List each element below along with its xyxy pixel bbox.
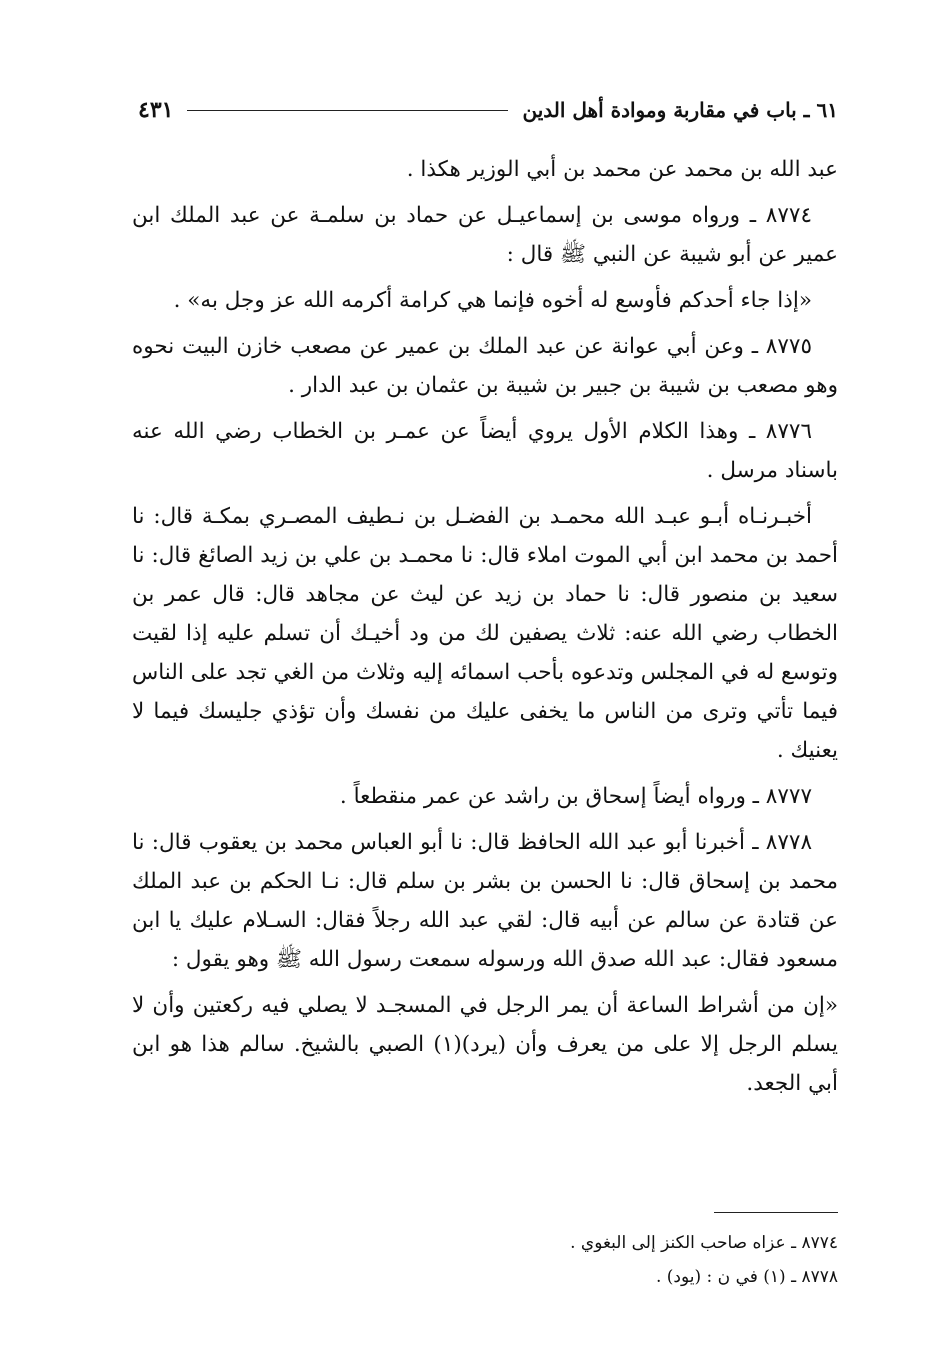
paragraph-8778: ٨٧٧٨ ـ أخبرنا أبو عبد الله الحافظ قال: نا أبو العباس محمد بن يعقوب قال: نا محمد بن إسحاق قال: نا الحسن بن بشر بن سلم قال: نـا الحكم بن عبد الملك عن قتادة عن سالم عن أبيه قال: لقي عبد الله رجلاً فقال: السـلام عليك يا ابن مسعود فقال: عبد الله صدق الله ورسوله سمعت رسول الله ﷺ وهو يقول :: [132, 830, 838, 972]
chapter-title: ٦١ ـ باب في مقاربة وموادة أهل الدين: [522, 98, 838, 122]
header-rule: [187, 110, 508, 111]
paragraph-continuation: عبد الله بن محمد عن محمد بن أبي الوزير هكذا .: [406, 157, 838, 182]
paragraph-8774: ٨٧٧٤ ـ ورواه موسى بن إسماعيـل عن حماد بن سلمـة عن عبد الملك ابن عمير عن أبو شيبة عن النبي ﷺ قال :: [132, 203, 838, 267]
hadith-quote-8778: «إن من أشراط الساعة أن يمر الرجل في المسجـد لا يصلي فيه ركعتين وأن لا يسلم الرجل إلا على من يعرف وأن (يرد)(١) الصبي بالشيخ. سالم هذا هو ابن أبي الجعد.: [132, 993, 838, 1096]
main-text: [132, 150, 838, 1110]
paragraph-8776: ٨٧٧٦ ـ وهذا الكلام الأول يروي أيضاً عن عمـر بن الخطاب رضي الله عنه باسناد مرسل .: [132, 419, 838, 483]
running-header: [138, 94, 838, 126]
hadith-quote-8774: «إذا جاء أحدكم فأوسع له أخوه فإنما هي كرامة أكرمه الله عز وجل به» .: [173, 288, 812, 313]
footnote-8774: ٨٧٧٤ ـ عزاه صاحب الكنز إلى البغوي .: [570, 1233, 838, 1253]
footnote-8778: ٨٧٧٨ ـ (١) في ن : (يود) .: [655, 1267, 838, 1287]
footnotes: [300, 1226, 838, 1294]
footnote-rule: [714, 1212, 838, 1213]
paragraph-ibn-nutayf: أخبـرنـاه أبـو عبـد الله محمـد بن الفضـل بن نـطيف المصـري بمكـة قال: نا أحمد بن محمد ابن أبي الموت املاء قال: نا محمـد بن علي بن زيد الصائغ قال: نا سعيد بن منصور قال: نا حماد بن زيد عن ليث عن مجاهد قال: قال عمر بن الخطاب رضي الله عنه: ثلاث يصفين لك من ود أخيـك أن تسلم عليه إذا لقيت وتوسع له في المجلس وتدعوه بأحب اسمائه إليه وثلاث من الغي تجد على الناس فيما تأتي وترى من الناس ما يخفى عليك من نفسك وأن تؤذي جليسك فيما لا يعنيك .: [132, 504, 838, 763]
page-number: ٤٣١: [138, 97, 174, 123]
paragraph-8775: ٨٧٧٥ ـ وعن أبي عوانة عن عبد الملك بن عمير عن مصعب خازن البيت نحوه وهو مصعب بن شيبة بن جبير بن شيبة بن عثمان بن عبد الدار .: [132, 334, 838, 398]
paragraph-8777: ٨٧٧٧ ـ ورواه أيضاً إسحاق بن راشد عن عمر منقطعاً .: [339, 784, 812, 809]
